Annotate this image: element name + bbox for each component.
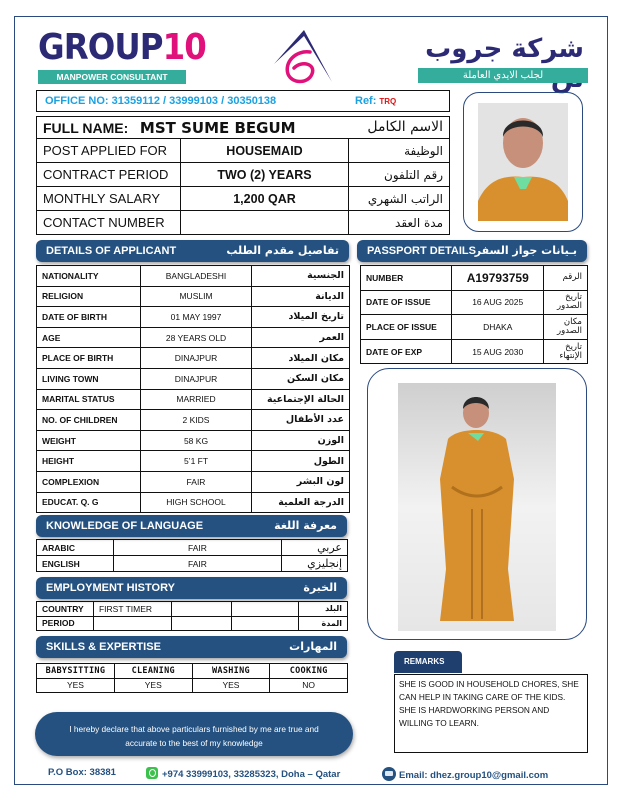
full-name-row (37, 117, 450, 139)
table-row (37, 187, 450, 211)
empty-cell (232, 616, 299, 631)
row-arabic: إنجليزي (282, 556, 348, 572)
arabic-logo-subtitle: لجلب الايدي العاملة (418, 68, 588, 83)
skill-header: COOKING (270, 664, 348, 679)
section-title-arabic: بـيانات جواز السفر (474, 244, 577, 257)
section-title-arabic: تفاصيل مقدم الطلب (226, 244, 339, 257)
row-arabic: الحالة الإجتماعية (252, 389, 350, 410)
table-row (37, 556, 348, 572)
portrait-photo-frame (463, 92, 583, 232)
skills-table (36, 663, 348, 693)
row-value: FAIR (140, 471, 252, 492)
row-value: DINAJPUR (140, 348, 252, 369)
table-row (37, 471, 350, 492)
row-arabic: الوظيفة (349, 139, 450, 163)
row-label: CONTRACT PERIOD (37, 163, 181, 187)
row-value: FAIR (113, 556, 281, 572)
row-arabic: مكان السكن (252, 368, 350, 389)
row-label: NUMBER (361, 266, 452, 291)
section-title: PASSPORT DETAILS (367, 245, 476, 257)
table-row (37, 410, 350, 431)
row-arabic: الجنسية (252, 266, 350, 287)
office-numbers: OFFICE NO: 31359112 / 33999103 / 30350138 (45, 95, 277, 107)
table-row (37, 616, 348, 631)
full-name-value: MST SUME BEGUM (139, 118, 296, 137)
row-value (181, 211, 349, 235)
portrait-photo (464, 93, 584, 233)
row-value: 5’1 FT (140, 451, 252, 472)
table-row (37, 211, 450, 235)
row-value: BANGLADESHI (140, 266, 252, 287)
row-label: POST APPLIED FOR (37, 139, 181, 163)
table-row (361, 290, 588, 315)
remarks-title: REMARKS (394, 651, 462, 673)
skill-header: CLEANING (114, 664, 192, 679)
empty-cell (171, 616, 232, 631)
table-row (37, 368, 350, 389)
group10-logo (38, 27, 225, 82)
row-value (93, 616, 171, 631)
skill-header: WASHING (192, 664, 270, 679)
row-arabic: المدة (299, 616, 348, 631)
declaration-line-2: accurate to the best of my knowledge (125, 738, 263, 748)
table-row (37, 286, 350, 307)
row-label: MONTHLY SALARY (37, 187, 181, 211)
footer-email[interactable] (382, 767, 548, 781)
table-row (37, 602, 348, 617)
table-row (37, 492, 350, 513)
row-value: 01 MAY 1997 (140, 307, 252, 328)
skill-header: BABYSITTING (37, 664, 115, 679)
empty-cell (232, 602, 299, 617)
footer-email-text[interactable]: Email: dhez.group10@gmail.com (399, 770, 549, 781)
row-arabic: تاريخ الميلاد (252, 307, 350, 328)
row-value: 16 AUG 2025 (452, 290, 544, 315)
row-value: 1,200 QAR (181, 187, 349, 211)
row-label: MARITAL STATUS (37, 389, 141, 410)
row-label: WEIGHT (37, 430, 141, 451)
table-row (37, 430, 350, 451)
table-row (37, 348, 350, 369)
section-title-arabic: الخبرة (303, 581, 337, 594)
row-value: 58 KG (140, 430, 252, 451)
table-row (361, 266, 588, 291)
row-arabic: البلد (299, 602, 348, 617)
row-value: FAIR (113, 540, 281, 556)
empty-cell (171, 602, 232, 617)
row-arabic: مدة العقد (349, 211, 450, 235)
full-body-photo-frame (367, 368, 587, 640)
row-label: NATIONALITY (37, 266, 141, 287)
table-row (37, 664, 348, 679)
row-value: HOUSEMAID (181, 139, 349, 163)
row-arabic: الرقم (544, 266, 588, 291)
full-name-label: FULL NAME: (43, 119, 129, 136)
declaration-line-1: I hereby declare that above particulars furnished by me are true and (69, 724, 319, 734)
row-label: COUNTRY (37, 602, 94, 617)
table-row (37, 451, 350, 472)
arabic-logo (418, 34, 588, 94)
logo-main-text: GROUP (38, 27, 163, 68)
applicant-details-table (36, 265, 350, 513)
section-title-arabic: المهارات (289, 640, 337, 653)
table-row (37, 540, 348, 556)
logo-number-text: 10 (162, 27, 206, 68)
row-label: DATE OF EXP (361, 339, 452, 364)
row-arabic: الطول (252, 451, 350, 472)
row-label: AGE (37, 327, 141, 348)
row-value: A19793759 (452, 266, 544, 291)
skill-value: YES (37, 678, 115, 693)
table-row (37, 266, 350, 287)
table-row (361, 339, 588, 364)
row-value: 15 AUG 2030 (452, 339, 544, 364)
row-value: TWO (2) YEARS (181, 163, 349, 187)
row-arabic: عدد الأطفال (252, 410, 350, 431)
row-label: COMPLEXION (37, 471, 141, 492)
table-row (37, 163, 450, 187)
row-arabic: عربي (282, 540, 348, 556)
row-arabic: مكان الميلاد (252, 348, 350, 369)
row-label: ENGLISH (37, 556, 114, 572)
section-header-details (36, 240, 349, 262)
row-arabic: مكان الصدور (544, 315, 588, 340)
row-arabic: لون البشر (252, 471, 350, 492)
section-title-arabic: معرفة اللغة (274, 519, 337, 532)
row-arabic: العمر (252, 327, 350, 348)
logo-subtitle: MANPOWER CONSULTANT (38, 70, 186, 84)
table-row (37, 327, 350, 348)
row-label: RELIGION (37, 286, 141, 307)
skill-value: YES (192, 678, 270, 693)
row-label: PERIOD (37, 616, 94, 631)
section-header-employment (36, 577, 347, 599)
row-label: DATE OF ISSUE (361, 290, 452, 315)
table-row (37, 389, 350, 410)
row-value: 2 KIDS (140, 410, 252, 431)
row-label: LIVING TOWN (37, 368, 141, 389)
row-label: NO. OF CHILDREN (37, 410, 141, 431)
row-arabic: تاريخ الإنتهاء (544, 339, 588, 364)
section-title: KNOWLEDGE OF LANGUAGE (46, 520, 204, 532)
footer-po-box: P.O Box: 38381 (48, 767, 116, 778)
table-row (37, 678, 348, 693)
section-title: DETAILS OF APPLICANT (46, 245, 177, 257)
ref-field (355, 91, 396, 112)
row-label: PLACE OF ISSUE (361, 315, 452, 340)
row-value: 28 YEARS OLD (140, 327, 252, 348)
row-label: HEIGHT (37, 451, 141, 472)
basic-info-table (36, 116, 450, 235)
table-row (37, 139, 450, 163)
language-table (36, 539, 348, 572)
row-label: ARABIC (37, 540, 114, 556)
row-label: DATE OF BIRTH (37, 307, 141, 328)
row-value: HIGH SCHOOL (140, 492, 252, 513)
row-arabic: رقم التلفون (349, 163, 450, 187)
skill-value: YES (114, 678, 192, 693)
remarks-text: SHE IS GOOD IN HOUSEHOLD CHORES, SHE CAN HELP IN TAKING CARE OF THE KIDS. SHE IS HARDWORKING PERSON AND WILLING TO LEARN. (394, 674, 588, 753)
row-label: CONTACT NUMBER (37, 211, 181, 235)
arabic-logo-title: شركة جروب (425, 34, 584, 64)
row-arabic: الديانة (252, 286, 350, 307)
row-arabic: تاريخ الصدور (544, 290, 588, 315)
row-arabic: الراتب الشهري (349, 187, 450, 211)
row-value: FIRST TIMER (93, 602, 171, 617)
passport-table (360, 265, 588, 364)
row-value: DHAKA (452, 315, 544, 340)
row-value: MARRIED (140, 389, 252, 410)
section-title: SKILLS & EXPERTISE (46, 641, 161, 653)
skill-value: NO (270, 678, 348, 693)
ref-value: TRQ (379, 97, 397, 106)
center-emblem-icon (268, 26, 340, 88)
row-arabic: الدرجة العلمية (252, 492, 350, 513)
section-header-language (36, 515, 347, 537)
table-row (37, 307, 350, 328)
email-icon (382, 767, 396, 781)
row-arabic: الوزن (252, 430, 350, 451)
section-header-skills (36, 636, 347, 658)
section-header-passport (357, 240, 587, 262)
section-title: EMPLOYMENT HISTORY (46, 582, 175, 594)
footer-phone (146, 767, 340, 780)
footer-phone-text: +974 33999103, 33285323, Doha – Qatar (162, 769, 341, 780)
row-label: EDUCAT. Q. G (37, 492, 141, 513)
full-name-arabic: الاسم الكامل (367, 118, 443, 135)
row-value: MUSLIM (140, 286, 252, 307)
ref-label: Ref: (355, 95, 377, 107)
office-strip (36, 90, 450, 112)
table-row (361, 315, 588, 340)
employment-table (36, 601, 348, 631)
row-value: DINAJPUR (140, 368, 252, 389)
declaration-box (35, 712, 353, 756)
row-label: PLACE OF BIRTH (37, 348, 141, 369)
full-body-photo (368, 369, 586, 639)
whatsapp-icon (146, 767, 158, 779)
